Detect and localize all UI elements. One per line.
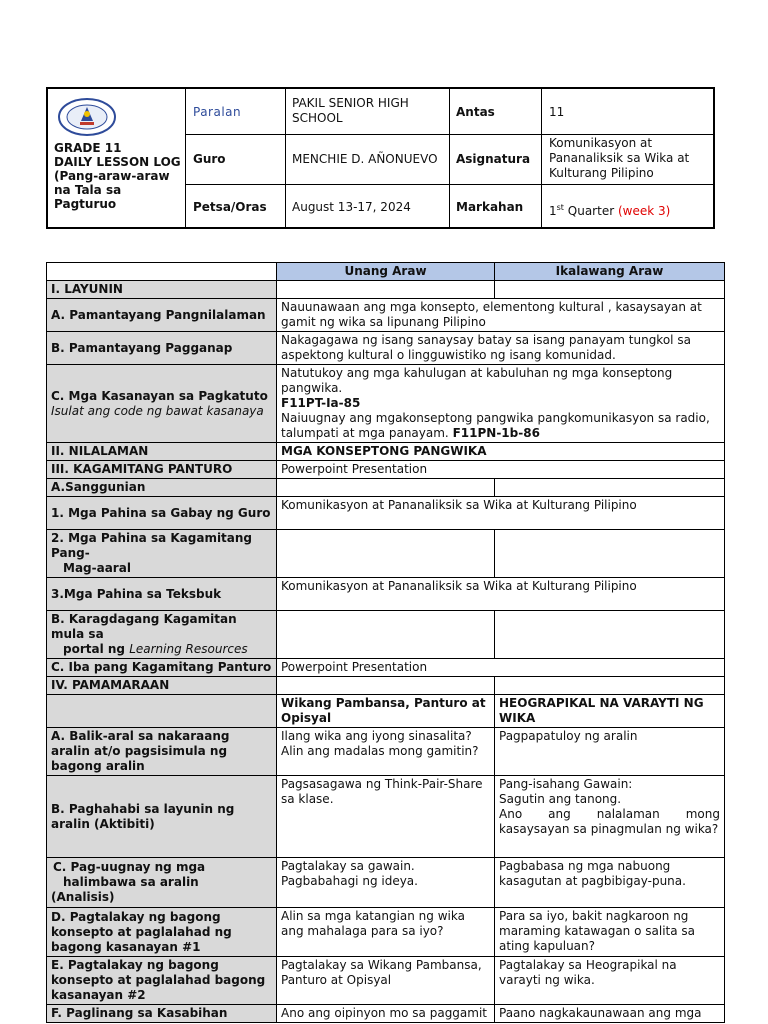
empty-cell — [495, 281, 725, 299]
table-row — [47, 332, 725, 365]
pagtalakay-1-day1: Alin sa mga katangian ng wika ang mahalaga para sa iyo? — [277, 908, 495, 957]
kagamitang-pang-label-2: Mag-aaral — [63, 561, 131, 575]
kasanayan-note: Isulat ang code ng bawat kasanaya — [51, 403, 264, 418]
pamamaraan-label: IV. PAMAMARAAN — [47, 677, 277, 695]
petsa-value: August 13-17, 2024 — [292, 200, 411, 214]
kasanayan-label — [47, 365, 277, 443]
divider — [185, 89, 186, 227]
grade-text: GRADE 11 — [54, 141, 122, 155]
grade-title — [54, 141, 181, 211]
iba-label: C. Iba pang Kagamitang Panturo — [47, 659, 277, 677]
paglinang-day1: Ano ang oipinyon mo sa paggamit — [277, 1005, 495, 1023]
antas-value: 11 — [549, 105, 565, 119]
guro-value: MENCHIE D. AÑONUEVO — [292, 152, 438, 166]
kasanayan-code2: F11PN-1b-86 — [452, 426, 540, 440]
empty-cell — [495, 530, 725, 578]
divider — [285, 89, 286, 227]
empty-cell — [495, 677, 725, 695]
table-row — [47, 677, 725, 695]
asignatura-value: Komunikasyon at Pananaliksik sa Wika at Kulturang Pilipino — [549, 136, 690, 180]
balik-aral-label: A. Balik-aral sa nakaraang aralin at/o pagsisimula ng bagong aralin — [47, 728, 277, 776]
karagdagan-label — [47, 611, 277, 659]
divider — [541, 89, 542, 227]
empty-cell — [495, 611, 725, 659]
layunin-label: I. LAYUNIN — [47, 281, 277, 299]
paghahabi-day2-1: Pang-isahang Gawain: — [499, 777, 633, 791]
table-row — [47, 858, 725, 908]
table-row — [47, 497, 725, 530]
karagdagan-label-1: B. Karagdagang Kagamitan mula sa — [51, 612, 237, 641]
paghahabi-label: B. Paghahabi sa layunin ng aralin (Aktibiti) — [47, 776, 277, 858]
paghahabi-day1: Pagsasagawa ng Think-Pair-Share sa klase. — [277, 776, 495, 858]
karagdagan-label-3: Learning Resources — [129, 642, 248, 656]
header-box — [46, 87, 715, 229]
table-row — [47, 365, 725, 443]
guro-label: Guro — [193, 152, 226, 166]
kasanayan-text1: Natutukoy ang mga kahulugan at kabuluhan ng mga konseptong pangwika. — [281, 366, 673, 395]
pamantayang-pagganap-label: B. Pamantayang Pagganap — [47, 332, 277, 365]
log-subtitle: (Pang-araw-araw na Tala sa Pagturuo — [54, 169, 170, 211]
asignatura-label: Asignatura — [456, 152, 531, 166]
table-row — [47, 908, 725, 957]
pagtalakay-1-day2: Para sa iyo, bakit nagkaroon ng maraming katawagan o salita sa ating kapuluan? — [495, 908, 725, 957]
pamantayang-pangnilalaman-text: Nauunawaan ang mga konsepto, elementong kultural , kasaysayan at gamit ng wika sa lipunang Pilipino — [277, 299, 725, 332]
empty-cell — [495, 479, 725, 497]
kagamitan-label: III. KAGAMITANG PANTURO — [47, 461, 277, 479]
school-name: PAKIL SENIOR HIGH SCHOOL — [292, 96, 409, 125]
col-header-day1: Unang Araw — [277, 263, 495, 281]
karagdagan-label-line2 — [51, 642, 272, 657]
empty-cell — [47, 263, 277, 281]
pamantayang-pagganap-text: Nakagagawa ng isang sanaysay batay sa isang panayam tungkol sa aspektong kultural o lingguwistiko ng isang komunidad. — [277, 332, 725, 365]
table-row — [47, 659, 725, 677]
empty-cell — [277, 530, 495, 578]
table-row — [47, 611, 725, 659]
topic-day1: Wikang Pambansa, Panturo at Opisyal — [277, 695, 495, 728]
iba-value: Powerpoint Presentation — [277, 659, 725, 677]
balik-aral-day1: Ilang wika ang iyong sinasalita? Alin ang madalas mong gamitin? — [277, 728, 495, 776]
divider — [449, 89, 450, 227]
empty-cell — [277, 479, 495, 497]
pagtalakay-2-day1: Pagtalakay sa Wikang Pambansa, Panturo at Opisyal — [277, 957, 495, 1005]
markahan-label: Markahan — [456, 200, 524, 214]
topic-day2: HEOGRAPIKAL NA VARAYTI NG WIKA — [495, 695, 725, 728]
empty-cell — [277, 677, 495, 695]
table-row — [47, 1005, 725, 1023]
table-row — [47, 776, 725, 858]
table-row — [47, 957, 725, 1005]
table-row — [47, 479, 725, 497]
antas-label: Antas — [456, 105, 495, 119]
table-row — [47, 530, 725, 578]
table-row — [47, 578, 725, 611]
pagtalakay-2-day2: Pagtalakay sa Heograpikal na varayti ng wika. — [495, 957, 725, 1005]
pag-uugnay-day1: Pagtalakay sa gawain. Pagbabahagi ng ideya. — [277, 858, 495, 908]
empty-cell — [47, 695, 277, 728]
paglinang-day2: Paano nagkakaunawaan ang mga — [495, 1005, 725, 1023]
table-row — [47, 695, 725, 728]
pag-uugnay-label-1: C. Pag-uugnay ng mga — [53, 860, 206, 874]
petsa-label: Petsa/Oras — [193, 200, 267, 214]
table-row — [47, 461, 725, 479]
kagamitang-pang-label-1: 2. Mga Pahina sa Kagamitang Pang- — [51, 531, 253, 560]
log-title: DAILY LESSON LOG — [54, 155, 181, 169]
pagtalakay-1-label: D. Pagtalakay ng bagong konsepto at paglalahad ng bagong kasanayan #1 — [47, 908, 277, 957]
paralan-label: Paralan — [193, 105, 242, 119]
table-row — [47, 443, 725, 461]
gabay-value: Komunikasyon at Pananaliksik sa Wika at Kulturang Pilipino — [277, 497, 725, 530]
paghahabi-day2 — [495, 776, 725, 858]
divider — [186, 184, 713, 185]
nilalaman-label: II. NILALAMAN — [47, 443, 277, 461]
table-row — [47, 263, 725, 281]
teksbuk-label: 3.Mga Pahina sa Teksbuk — [47, 578, 277, 611]
kagamitan-value: Powerpoint Presentation — [277, 461, 725, 479]
col-header-day2: Ikalawang Araw — [495, 263, 725, 281]
lesson-log-table — [46, 262, 725, 1023]
balik-aral-day2: Pagpapatuloy ng aralin — [495, 728, 725, 776]
teksbuk-value: Komunikasyon at Pananaliksik sa Wika at Kulturang Pilipino — [277, 578, 725, 611]
empty-cell — [277, 281, 495, 299]
table-row — [47, 299, 725, 332]
markahan-week: (week 3) — [617, 204, 671, 218]
pamantayang-pangnilalaman-label: A. Pamantayang Pangnilalaman — [47, 299, 277, 332]
markahan-sup: st — [556, 203, 564, 212]
table-row — [47, 728, 725, 776]
table-row — [47, 281, 725, 299]
karagdagan-label-2: portal ng — [63, 642, 126, 656]
paghahabi-day2-2: Sagutin ang tanong. — [499, 792, 622, 806]
paghahabi-day2-3: Ano ang nalalaman mong kasaysayan sa pinagmulan ng wika? — [499, 807, 720, 836]
nilalaman-value: MGA KONSEPTONG PANGWIKA — [277, 443, 725, 461]
kagamitang-pang-label — [47, 530, 277, 578]
pag-uugnay-day2: Pagbabasa ng mga nabuong kasagutan at pagbibigay-puna. — [495, 858, 725, 908]
sanggunian-label: A.Sanggunian — [47, 479, 277, 497]
empty-cell — [277, 611, 495, 659]
kasanayan-title: C. Mga Kasanayan sa Pagkatuto — [51, 388, 268, 403]
pagtalakay-2-label: E. Pagtalakay ng bagong konsepto at paglalahad bagong kasanayan #2 — [47, 957, 277, 1005]
divider — [186, 134, 713, 135]
kasanayan-text2: Naiuugnay ang mgakonseptong pangwika pangkomunikasyon sa radio, talumpati at mga panayam. — [281, 411, 710, 440]
pag-uugnay-label-2: halimbawa sa aralin — [63, 875, 199, 889]
markahan-value — [549, 200, 670, 219]
gabay-label: 1. Mga Pahina sa Gabay ng Guro — [47, 497, 277, 530]
paglinang-label: F. Paglinang sa Kasabihan — [47, 1005, 277, 1023]
kasanayan-text — [277, 365, 725, 443]
pag-uugnay-label — [47, 858, 277, 908]
markahan-num: 1 — [549, 204, 557, 218]
deped-seal-icon — [56, 97, 118, 137]
kasanayan-code1: F11PT-Ia-85 — [281, 396, 361, 410]
markahan-text: Quarter — [567, 204, 615, 218]
pag-uugnay-label-3: (Analisis) — [51, 890, 115, 904]
